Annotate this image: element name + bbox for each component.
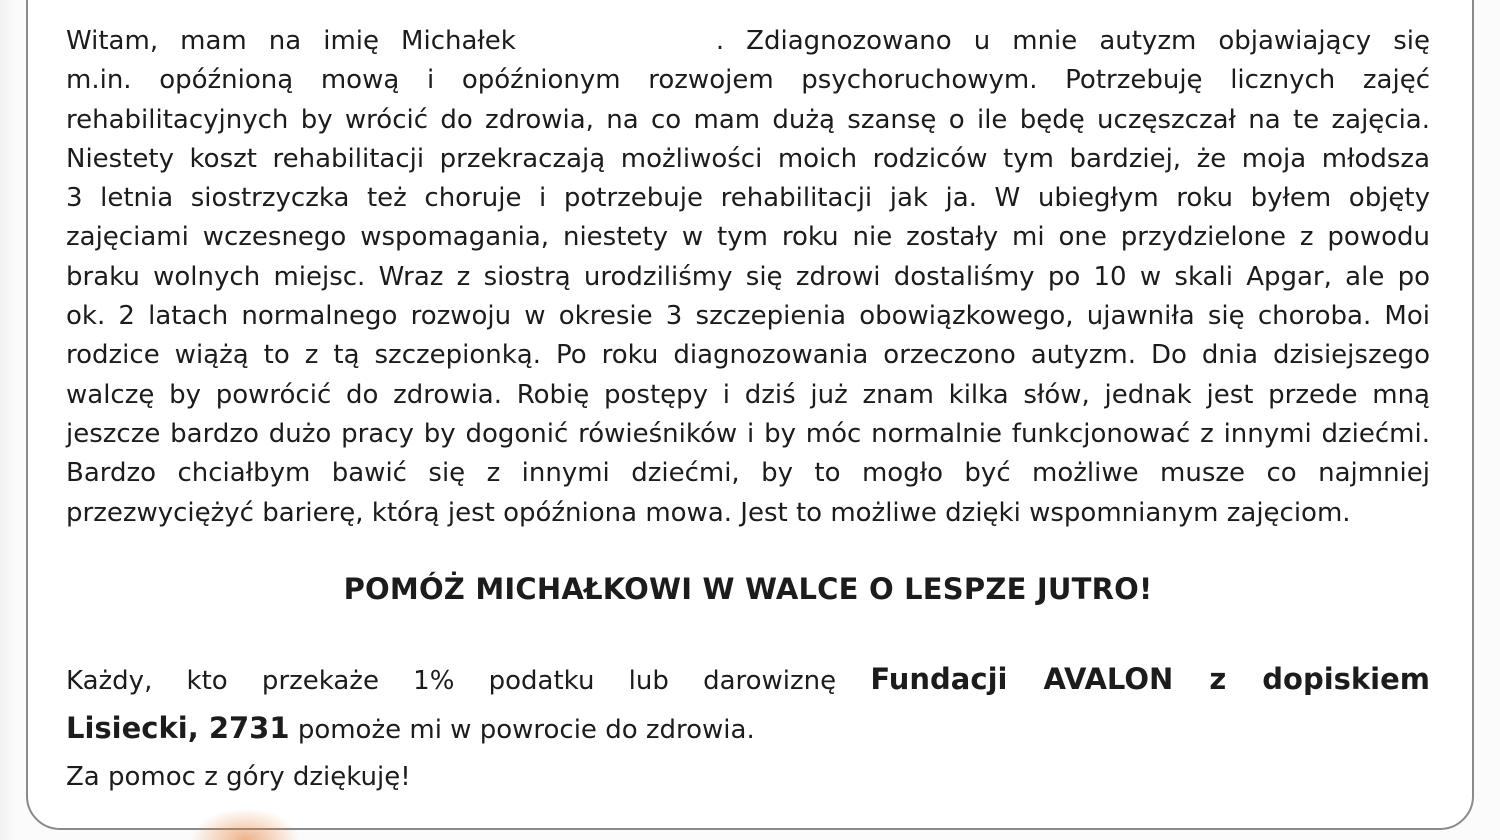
letter-line: walczę by powrócić do zdrowia. Robię postępy i dziś już znam kilka słów, jednak jest przede mną	[66, 379, 1430, 410]
letter-line: rodzice wiążą to z tą szczepionką. Po roku diagnozowania orzeczono autyzm. Do dnia dzisiejszego	[66, 340, 1430, 371]
donation-reference: Lisiecki, 2731	[66, 710, 290, 745]
appeal-line	[66, 705, 1430, 754]
headline: POMÓŻ MICHAŁKOWI W WALCE O LESPZE JUTRO!	[343, 571, 1153, 606]
letter-line: 3 letnia siostrzyczka też choruje i potrzebuje rehabilitacji jak ja. W ubiegłym roku byłem objęty	[66, 183, 1430, 214]
thank-you-line: Za pomoc z góry dziękuję!	[66, 761, 411, 792]
letter-line	[66, 22, 1430, 61]
letter-content	[66, 22, 1430, 801]
foundation-name: Fundacji AVALON z dopiskiem	[870, 661, 1431, 696]
scan-edge-shadow	[0, 0, 14, 840]
letter-line: Niestety koszt rehabilitacji przekraczają możliwości moich rodziców tym bardziej, że moja młodsza	[66, 143, 1430, 174]
letter-line: m.in. opóźnioną mową i opóźnionym rozwojem psychoruchowym. Potrzebuję licznych zajęć	[66, 65, 1430, 96]
letter-line: jeszcze bardzo dużo pracy by dogonić rówieśników i by móc normalnie funkcjonować z innymi dziećmi.	[66, 418, 1430, 449]
letter-line: braku wolnych miejsc. Wraz z siostrą urodziliśmy się zdrowi dostaliśmy po 10 w skali Apgar, ale po	[66, 261, 1430, 292]
orange-logo-fragment	[190, 808, 300, 840]
donation-appeal	[66, 656, 1430, 801]
letter-line: Bardzo chciałbym bawić się z innymi dziećmi, by to mogło być możliwe musze co najmniej	[66, 458, 1430, 489]
letter-body	[66, 22, 1430, 533]
letter-line: ok. 2 latach normalnego rozwoju w okresie 3 szczepienia obowiązkowego, ujawniła się choroba. Moi	[66, 301, 1430, 332]
appeal-text: pomoże mi w powrocie do zdrowia.	[297, 714, 755, 745]
letter-line: rehabilitacyjnych by wrócić do zdrowia, na co mam dużą szansę o ile będę uczęszczał na te zajęcia.	[66, 104, 1430, 135]
greeting-text: Witam, mam na imię Michałek	[66, 26, 516, 56]
greeting-text-continued: . Zdiagnozowano u mnie autyzm objawiający się	[715, 26, 1430, 56]
appeal-text: Każdy, kto przekaże 1% podatku lub darowiznę	[66, 665, 837, 696]
appeal-line	[66, 656, 1430, 705]
letter-line: zajęciami wczesnego wspomagania, niestety w tym roku nie zostały mi one przydzielone z powodu	[66, 222, 1430, 253]
letter-line: przezwyciężyć barierę, którą jest opóźniona mowa. Jest to możliwe dzięki wspomnianym zajęciom.	[66, 497, 1351, 528]
